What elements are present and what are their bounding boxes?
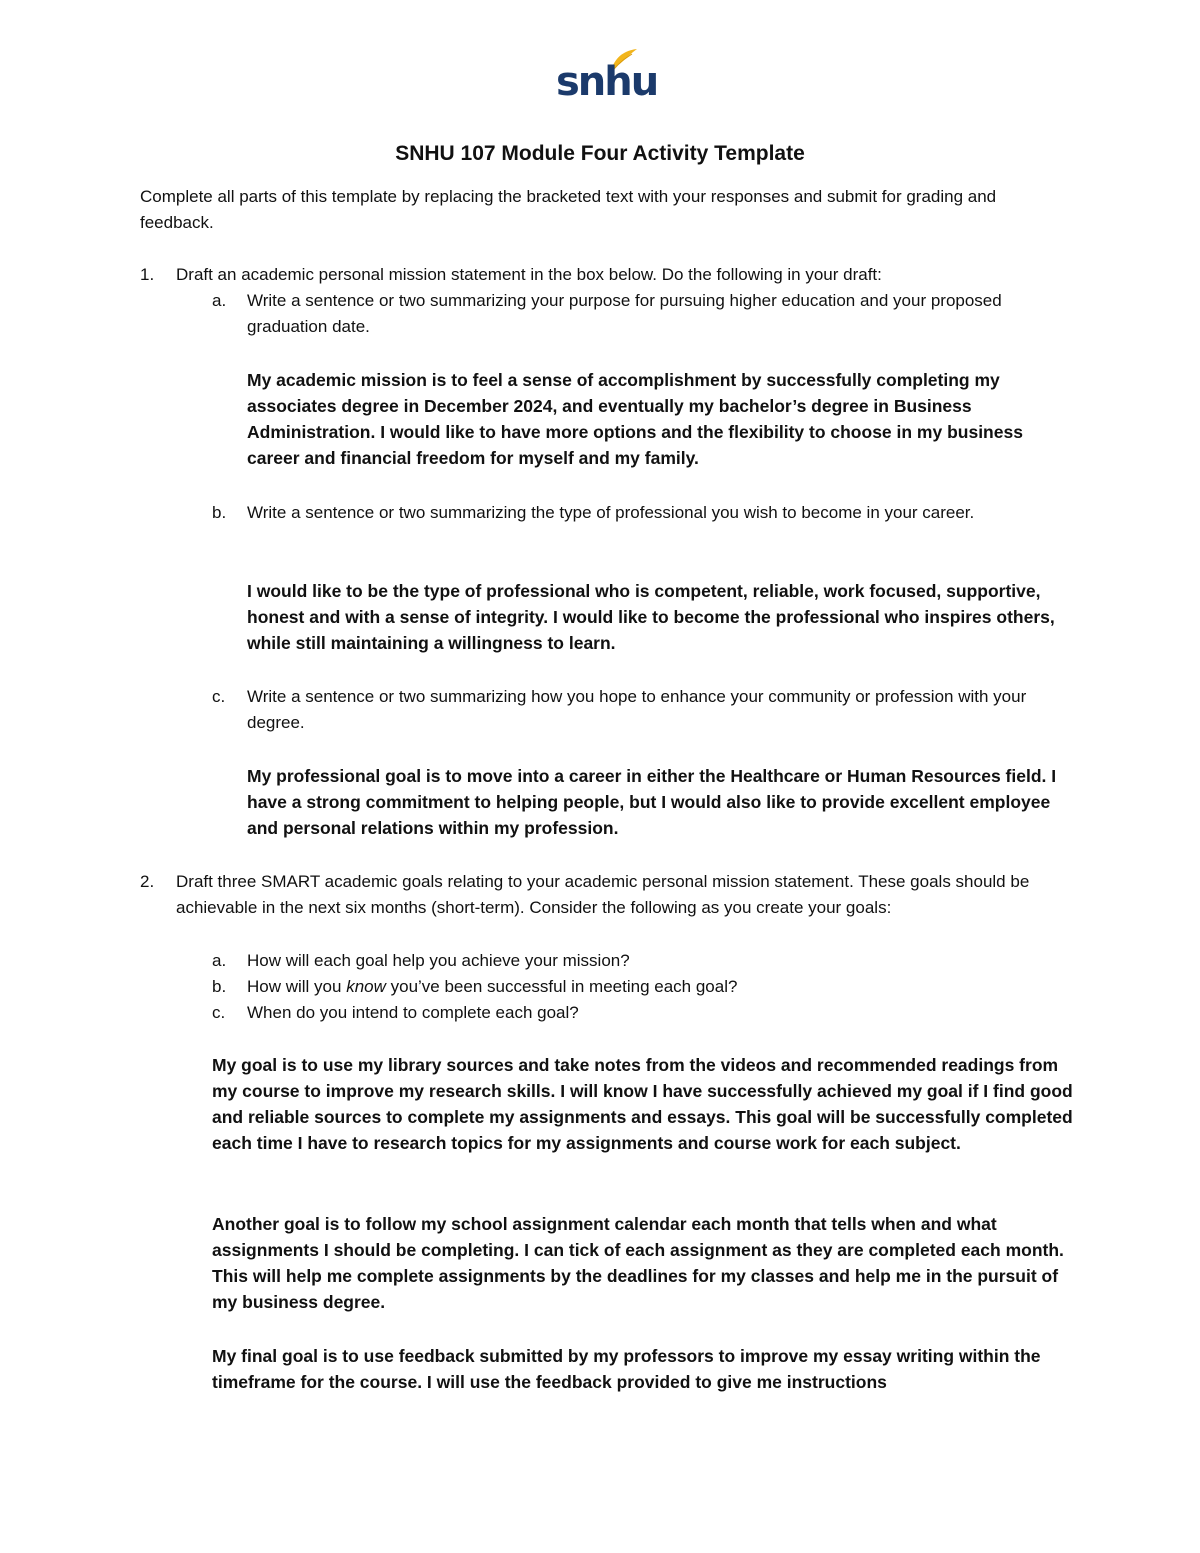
item2-sub-c-letter: c.	[212, 1003, 226, 1022]
item2-sub-b-letter: b.	[212, 977, 227, 996]
item1-answer-c: My professional goal is to move into a career in either the Healthcare or Human Resources field. I have a strong commitment to helping people, but I would also like to provide excellent employee and personal relations within my profession.	[247, 766, 1057, 838]
intro-text: Complete all parts of this template by replacing the bracketed text with your responses and submit for grading and feedback.	[140, 187, 997, 232]
item2-text: Draft three SMART academic goals relating to your academic personal mission statement. These goals should be achievable in the next six months (short-term). Consider the following as you create your goals:	[176, 872, 1030, 917]
item1-sub-b-letter: b.	[212, 503, 227, 522]
item1-sub-b-text: Write a sentence or two summarizing the type of professional you wish to become in your career.	[247, 503, 975, 522]
logo-text: snhu	[556, 59, 658, 105]
item2-sub-c-text: When do you intend to complete each goal?	[247, 1003, 579, 1022]
item1-sub-a-text: Write a sentence or two summarizing your purpose for pursuing higher education and your proposed graduation date.	[247, 291, 1002, 336]
item2-number: 2.	[140, 872, 155, 891]
goal-answer-2: Another goal is to follow my school assignment calendar each month that tells when and what assignments I should be completing. I can tick of each assignment as they are completed each month. This will help me complete assignments by the deadlines for my classes and help me in the pursuit of my business degree.	[212, 1214, 1064, 1312]
item1-sub-c-text: Write a sentence or two summarizing how you hope to enhance your community or profession with your degree.	[247, 687, 1027, 732]
item1-answer-a: My academic mission is to feel a sense of accomplishment by successfully completing my associates degree in December 2024, and eventually my bachelor’s degree in Business Administration. I would like to have more options and the flexibility to choose in my business career and financial freedom for myself and my family.	[247, 370, 1023, 468]
goal-answer-1: My goal is to use my library sources and take notes from the videos and recommended readings from my course to improve my research skills. I will know I have successfully achieved my goal if I find good and reliable sources to complete my assignments and essays. This goal will be successfully completed each time I have to research topics for my assignments and course work for each subject.	[212, 1055, 1073, 1153]
item1-sub-a-letter: a.	[212, 291, 227, 310]
item1-text: Draft an academic personal mission statement in the box below. Do the following in your draft:	[176, 265, 882, 284]
goal-answer-3: My final goal is to use feedback submitted by my professors to improve my essay writing within the timeframe for the course. I will use the feedback provided to give me instructions	[212, 1346, 1041, 1392]
item2-sub-b-before: How will you	[247, 977, 347, 996]
item2-sub-a-letter: a.	[212, 951, 227, 970]
item1-sub-c-letter: c.	[212, 687, 226, 706]
item2-sub-b-after: you’ve been successful in meeting each goal?	[385, 977, 738, 996]
snhu-logo	[552, 48, 658, 108]
item2-sub-a-text: How will each goal help you achieve your mission?	[247, 951, 630, 970]
item2-sub-b-emphasis: know	[346, 977, 386, 996]
page-title: SNHU 107 Module Four Activity Template	[395, 142, 805, 165]
item2-sub-b-text	[247, 974, 1067, 1000]
item1-answer-b: I would like to be the type of professional who is competent, reliable, work focused, supportive, honest and with a sense of integrity. I would like to become the professional who inspires others, while still maintaining a willingness to learn.	[247, 581, 1055, 653]
item1-number: 1.	[140, 265, 155, 284]
